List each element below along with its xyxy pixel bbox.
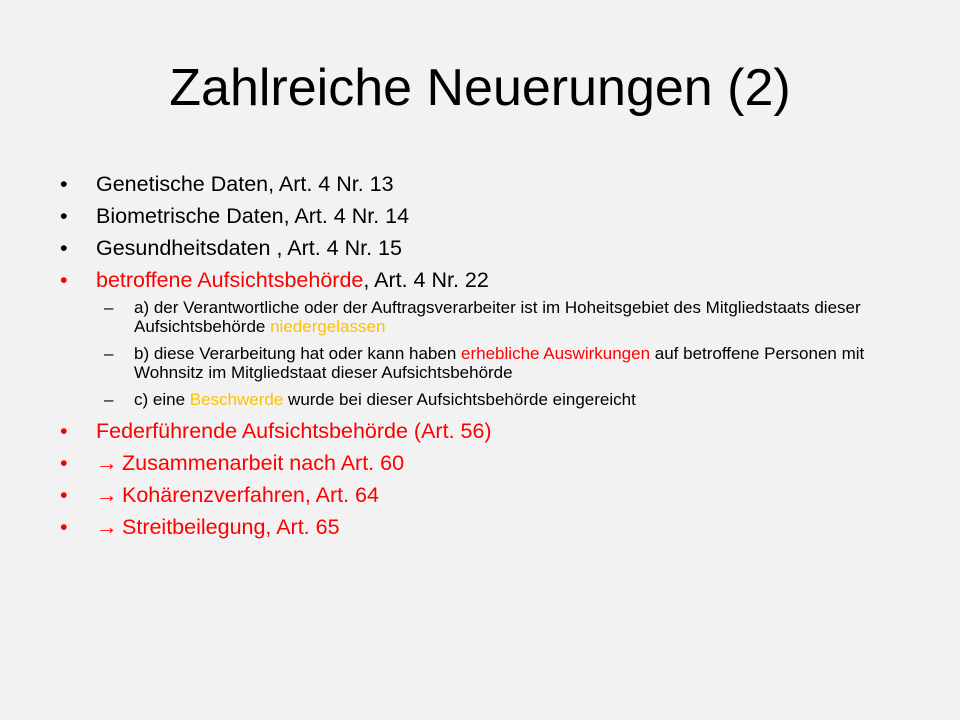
arrow-right-icon: → [96, 451, 118, 475]
highlight-text: niedergelassen [270, 317, 386, 336]
list-item-text: Kohärenzverfahren, Art. 64 [122, 483, 379, 507]
list-item-streitbeilegung [60, 513, 910, 541]
list-item-zusammenarbeit [60, 449, 910, 477]
list-item-text: Biometrische Daten, Art. 4 Nr. 14 [96, 204, 410, 228]
list-item-betroffene-aufsichtsbehoerde [60, 266, 910, 294]
bullet-list [60, 170, 910, 545]
arrow-right-icon: → [96, 483, 118, 507]
list-item-text: Gesundheitsdaten , Art. 4 Nr. 15 [96, 236, 402, 260]
highlight-text: erhebliche Auswirkungen [461, 344, 651, 363]
bullet-marker: • [60, 268, 68, 292]
bullet-marker: • [60, 419, 68, 443]
list-item-text: , Art. 4 Nr. 22 [363, 268, 489, 292]
bullet-marker: • [60, 483, 68, 507]
dash-marker: – [104, 390, 114, 409]
bullet-marker: • [60, 204, 68, 228]
sub-item-text: a) der Verantwortliche oder der Auftragsverarbeiter ist im Hoheitsgebiet des Mitgliedstaats dieser Aufsichtsbehörde [134, 298, 861, 336]
dash-marker: – [104, 298, 114, 317]
list-item-text: Streitbeilegung, Art. 65 [122, 515, 340, 539]
list-item-biometrische-daten [60, 202, 910, 230]
sub-list [60, 298, 910, 409]
list-item-text: Federführende Aufsichtsbehörde (Art. 56) [96, 419, 492, 443]
sub-item-c [60, 390, 910, 409]
sub-item-text: b) diese Verarbeitung hat oder kann haben [134, 344, 462, 363]
dash-marker: – [104, 344, 114, 363]
highlight-text: Beschwerde [189, 390, 284, 409]
bullet-marker: • [60, 451, 68, 475]
slide-title: Zahlreiche Neuerungen (2) [169, 59, 791, 117]
list-item-gesundheitsdaten [60, 234, 910, 262]
list-item-text: Genetische Daten, Art. 4 Nr. 13 [96, 172, 394, 196]
bullet-marker: • [60, 515, 68, 539]
list-item-text: Zusammenarbeit nach Art. 60 [122, 451, 405, 475]
sub-item-a [60, 298, 910, 336]
sub-item-text: auf betroffene Personen mit Wohnsitz im Mitgliedstaat dieser Aufsichtsbehörde [134, 344, 865, 382]
sub-item-b [60, 344, 910, 382]
bullet-marker: • [60, 236, 68, 260]
sub-item-text: wurde bei dieser Aufsichtsbehörde eingereicht [283, 390, 636, 409]
list-item-kohaerenzverfahren [60, 481, 910, 509]
list-item-genetische-daten [60, 170, 910, 198]
bullet-marker: • [60, 172, 68, 196]
highlight-text: betroffene Aufsichtsbehörde [96, 268, 364, 292]
list-item-federfuehrende [60, 417, 910, 445]
arrow-right-icon: → [96, 515, 118, 539]
sub-item-text: c) eine [134, 390, 190, 409]
